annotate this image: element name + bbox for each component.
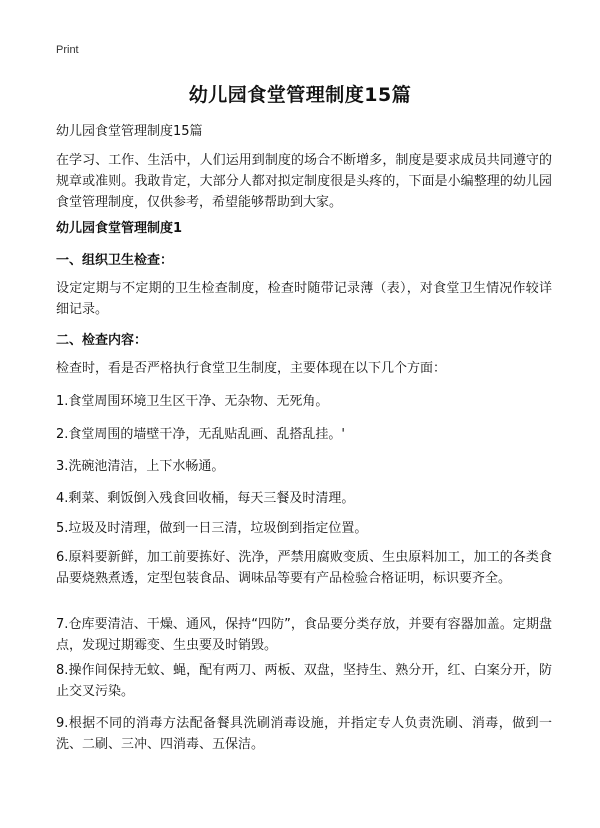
list-item: 2.食堂周围的墙壁干净，无乱贴乱画、乱搭乱挂。': [56, 427, 345, 442]
heading-inspection-content: 二、检查内容：: [56, 333, 148, 348]
list-item: 5.垃圾及时清理，做到一日三清，垃圾倒到指定位置。: [56, 521, 368, 536]
list-item: 4.剩菜、剩饭倒入残食回收桶，每天三餐及时清理。: [56, 491, 355, 506]
list-item: 6.原料要新鲜，加工前要拣好、洗净，严禁用腐败变质、生虫原料加工，加工的各类食品要烧熟煮透，定型包装食品、调味品等要有产品检验合格证明，标识要齐全。: [56, 550, 552, 586]
list-item: 1.食堂周围环境卫生区干净、无杂物、无死角。: [56, 394, 329, 409]
subtitle: 幼儿园食堂管理制度15篇: [56, 124, 203, 139]
inspection-paragraph: 设定定期与不定期的卫生检查制度，检查时随带记录薄（表），对食堂卫生情况作较详细记录。: [56, 281, 552, 317]
section-title: 幼儿园食堂管理制度1: [56, 221, 183, 236]
intro-paragraph: 在学习、工作、生活中，人们运用到制度的场合不断增多，制度是要求成员共同遵守的规章或准则。我敢肯定，大部分人都对拟定制度很是头疼的，下面是小编整理的幼儿园食堂管理制度，仅供参考，希望能够帮助到大家。: [56, 153, 552, 210]
page-title: 幼儿园食堂管理制度15篇: [188, 84, 412, 106]
check-intro: 检查时，看是否严格执行食堂卫生制度，主要体现在以下几个方面：: [56, 361, 447, 376]
list-item: 8.操作间保持无蚊、蝇，配有两刀、两板、双盘，坚持生、熟分开，红、白案分开，防止交叉污染。: [56, 663, 552, 699]
list-item: 7.仓库要清洁、干燥、通风，保持“四防”，食品要分类存放，并要有容器加盖。定期盘点，发现过期霉变、生虫要及时销毁。: [56, 617, 552, 653]
print-label[interactable]: Print: [56, 44, 79, 56]
list-item: 9.根据不同的消毒方法配备餐具洗刷消毒设施，并指定专人负责洗刷、消毒，做到一洗、二刷、三冲、四消毒、五保洁。: [56, 716, 552, 752]
heading-organize-inspection: 一、组织卫生检查：: [56, 253, 174, 268]
list-item: 3.洗碗池清洁，上下水畅通。: [56, 459, 225, 474]
